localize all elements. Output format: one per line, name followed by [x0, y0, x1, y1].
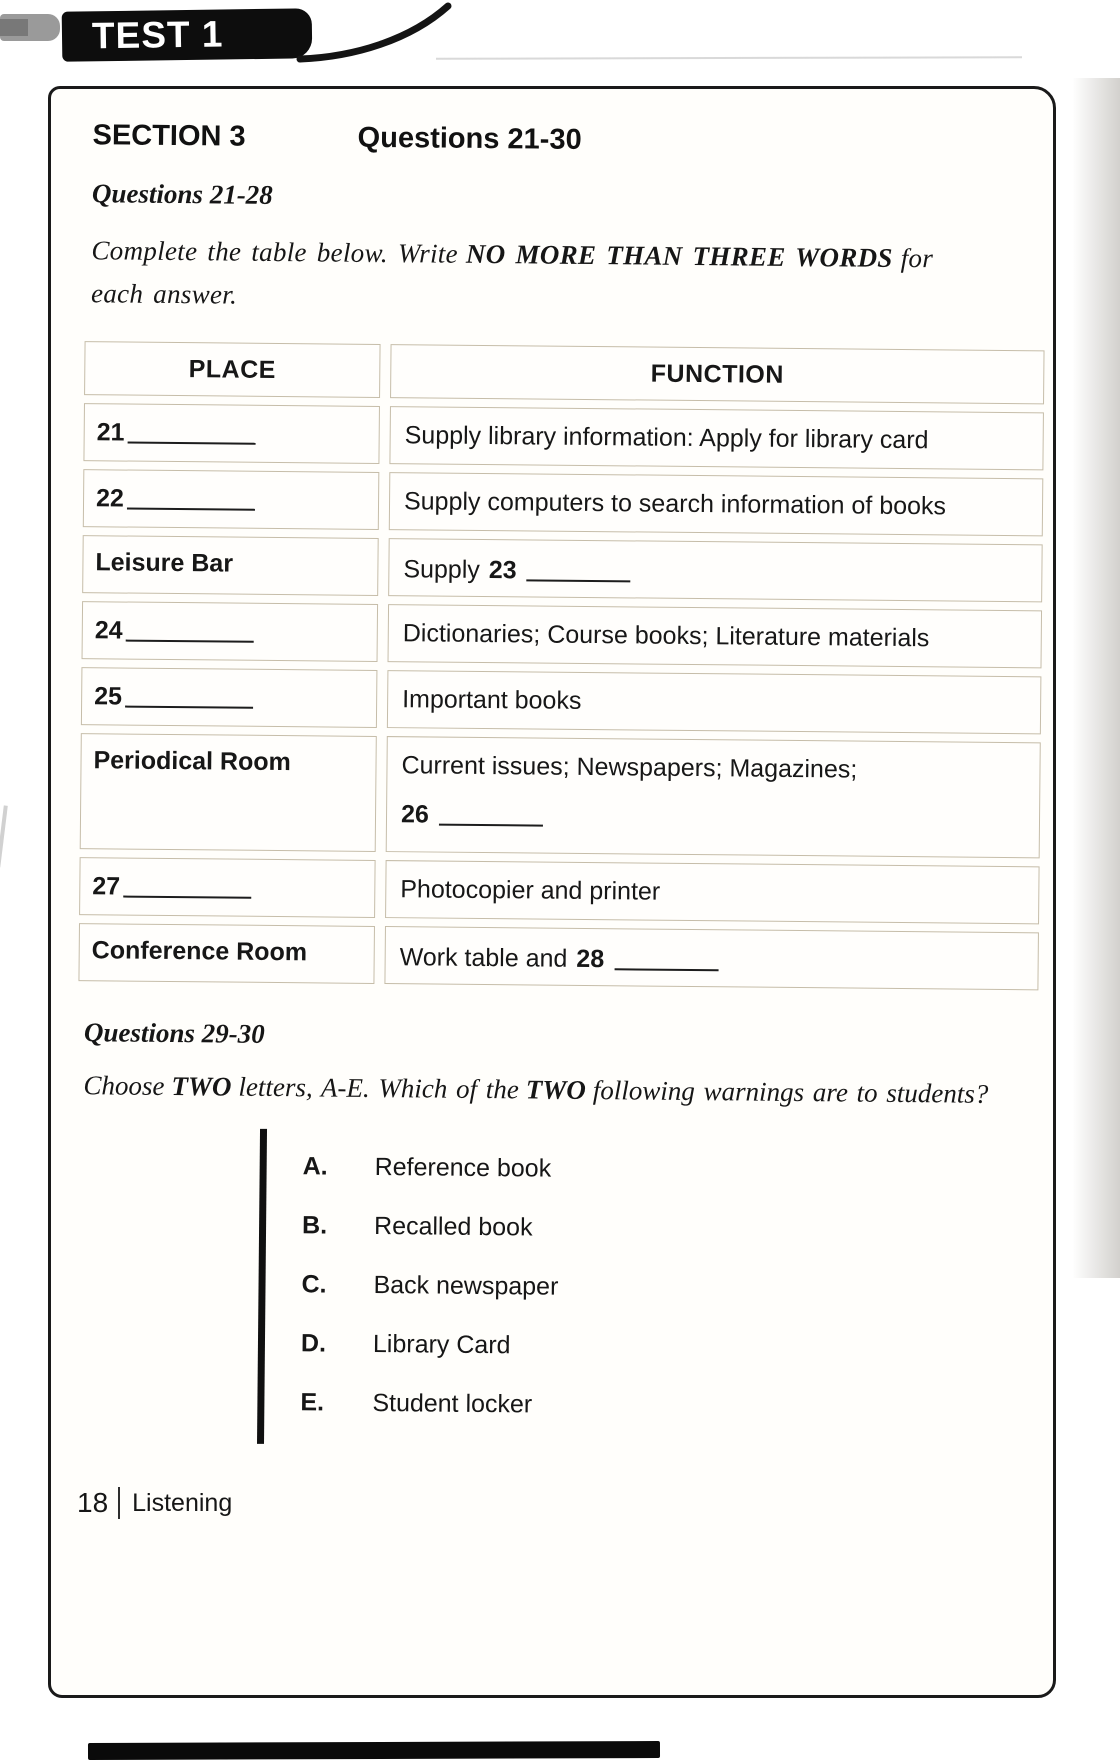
answer-blank [527, 554, 631, 582]
place-cell-conference-room [78, 923, 375, 984]
function-cell-q24 [388, 604, 1043, 668]
answer-blank [126, 615, 254, 643]
option-b [302, 1196, 723, 1259]
part2-instruction [83, 1070, 1033, 1110]
page-footer [77, 1487, 232, 1519]
function-cell-q22 [389, 472, 1044, 536]
question-number: 23 [488, 556, 517, 585]
instruction-text-end: for [900, 242, 934, 274]
banner-swoosh-icon [296, 2, 456, 66]
option-e [300, 1373, 721, 1436]
function-text: Supply [403, 555, 480, 584]
option-text: Recalled book [373, 1211, 533, 1242]
function-cell-q25 [387, 670, 1042, 734]
section-header [92, 119, 1042, 161]
answers-table [78, 341, 1044, 990]
place-label: Leisure Bar [95, 548, 234, 578]
place-cell-q27 [79, 857, 376, 918]
instruction-text: Complete the table below. Write [91, 235, 459, 269]
test-banner [62, 8, 313, 61]
instruction-line2: each answer. [90, 278, 238, 310]
option-letter: A. [302, 1152, 328, 1181]
question-number: 25 [94, 682, 123, 711]
option-c [301, 1255, 722, 1318]
function-cell-q23 [388, 538, 1043, 602]
option-d [301, 1314, 722, 1377]
scan-edge-shadow [1072, 78, 1120, 1278]
option-letter: D. [300, 1329, 327, 1358]
option-a [302, 1137, 723, 1200]
place-cell-q21 [83, 403, 380, 464]
option-text: Student locker [372, 1388, 533, 1419]
options-list [257, 1129, 723, 1448]
scan-artifact-left-margin [0, 805, 18, 868]
function-text: Supply library information: Apply for library card [404, 421, 929, 455]
table-header-function: FUNCTION [390, 344, 1044, 404]
question-number: 28 [576, 944, 605, 974]
part1-title: Questions 21-28 [91, 178, 273, 210]
section-title: SECTION 3 [92, 119, 246, 153]
option-text: Reference book [374, 1152, 552, 1183]
question-number: 26 [400, 800, 429, 829]
instruction-bold-two-2: TWO [525, 1074, 587, 1105]
function-cell-q28 [384, 926, 1039, 990]
function-text: Supply computers to search information of books [403, 487, 947, 521]
answer-blank [127, 483, 255, 511]
place-label: Conference Room [91, 936, 308, 967]
question-number: 27 [92, 872, 121, 901]
function-cell-q21 [389, 406, 1044, 470]
scan-top-line [436, 56, 1022, 60]
page-number: 18 [77, 1487, 109, 1518]
instruction-text: following warnings are to students? [592, 1075, 989, 1109]
function-text: Photocopier and printer [400, 875, 661, 906]
place-cell-periodical-room [80, 733, 377, 852]
place-cell-q22 [83, 469, 380, 530]
part1-instruction [91, 229, 1042, 324]
function-cell-q26 [386, 736, 1041, 858]
function-text: Work table and [399, 943, 568, 973]
place-label: Periodical Room [93, 746, 291, 777]
place-cell-leisure-bar [82, 535, 379, 596]
function-text: Important books [402, 685, 582, 715]
page-content [38, 89, 1053, 1452]
instruction-bold-two-1: TWO [171, 1071, 232, 1102]
option-letter: E. [300, 1388, 325, 1417]
answer-blank [439, 799, 543, 827]
question-number: 22 [95, 484, 125, 513]
answer-blank [125, 681, 253, 709]
function-line2 [401, 798, 1025, 835]
option-text: Back newspaper [373, 1270, 559, 1301]
place-cell-q24 [82, 601, 379, 662]
option-text: Library Card [372, 1329, 511, 1360]
scan-artifact-top-left-dark [0, 19, 28, 36]
table-header-place: PLACE [84, 341, 381, 398]
footer-divider [118, 1487, 120, 1519]
answer-blank [123, 871, 251, 899]
footer-section-label: Listening [132, 1488, 233, 1517]
place-cell-q25 [81, 667, 378, 728]
section-question-range: Questions 21-30 [357, 121, 582, 156]
option-letter: B. [301, 1211, 328, 1240]
instruction-bold-text: NO MORE THAN THREE WORDS [465, 238, 893, 273]
function-text: Current issues; Newspapers; Magazines; [401, 751, 858, 784]
option-letter: C. [301, 1270, 327, 1299]
function-cell-q27 [385, 860, 1040, 924]
scan-bottom-bar [88, 1741, 660, 1760]
instruction-text: Choose [83, 1070, 165, 1101]
instruction-text: letters, A-E. Which of the [238, 1071, 520, 1105]
question-number: 24 [94, 616, 123, 645]
page-frame [48, 86, 1056, 1698]
question-number: 21 [96, 418, 125, 447]
function-text: Dictionaries; Course books; Literature materials [402, 619, 930, 653]
part2-title: Questions 29-30 [83, 1017, 265, 1049]
answer-blank [614, 943, 718, 971]
test-banner-label: TEST 1 [91, 13, 224, 57]
answer-blank [127, 417, 255, 445]
